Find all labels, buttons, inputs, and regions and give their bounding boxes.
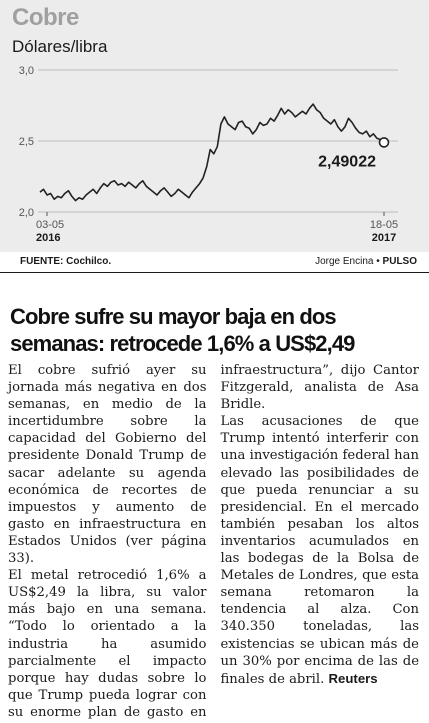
outlet-name: PULSO xyxy=(382,256,417,267)
body-paragraph-2: El metal retrocedió 1,6% a US$2,49 la libra, su valor más bajo en una semana. “Todo lo orientado a la industria ha asumido parcialmente el impacto porque hay dudas sobre lo que Trump pueda lograr con su enorme plan de gasto en infraestructura”, dijo Cantor Fitzgerald, analista de Asa Bridle. xyxy=(8,363,419,720)
x-year-label-start: 2016 xyxy=(36,232,61,244)
x-tick-label-end: 18-05 xyxy=(369,219,399,231)
last-value-label: 2,49022 xyxy=(318,153,376,171)
last-value-marker xyxy=(380,138,389,147)
article-body xyxy=(8,362,419,722)
y-tick-label: 3,0 xyxy=(18,65,34,77)
chart-panel xyxy=(0,0,429,252)
body-paragraph-3 xyxy=(221,413,420,688)
x-year-label-end: 2017 xyxy=(371,232,397,244)
price-series-line xyxy=(40,104,384,201)
y-tick-label: 2,0 xyxy=(18,207,34,219)
author-name: Jorge Encina xyxy=(315,256,374,267)
chart-title: Cobre xyxy=(12,4,79,31)
byline-separator: • xyxy=(376,256,380,267)
article-signature: Reuters xyxy=(328,670,378,686)
x-tick-label-start: 03-05 xyxy=(36,219,65,231)
byline xyxy=(315,256,417,267)
credits-bar xyxy=(0,252,429,273)
y-tick-label: 2,5 xyxy=(18,136,34,148)
price-chart xyxy=(0,0,429,252)
body-paragraph-1: El cobre sufrió ayer su jornada más negativa en dos semanas, en medio de la incertidumbre sobre la capacidad del Gobierno del presidente Donald Trump de sacar adelante su agenda económica de recortes de impuestos y aumento de gasto en infraestructura en Estados Unidos (ver página 33). xyxy=(8,363,207,567)
source-credit: FUENTE: Cochilco. xyxy=(20,256,112,267)
body-paragraph-3-text: Las acusaciones de que Trump intentó interferir con una investigación federal han elevado las posibilidades de que pueda renunciar a su presidencial. En el mercado también pesaban los altos inventarios acumulados en las bodegas de la Bolsa de Metales de Londres, que esta semana retomaron la tendencia al alza. Con 340.350 toneladas, las existencias se ubican más de un 30% por encima de las de finales de abril. xyxy=(220,414,419,687)
chart-unit-label: Dólares/libra xyxy=(12,37,108,56)
article-headline: Cobre sufre su mayor baja en dos semanas: retrocede 1,6% a US$2,49 xyxy=(10,303,355,356)
